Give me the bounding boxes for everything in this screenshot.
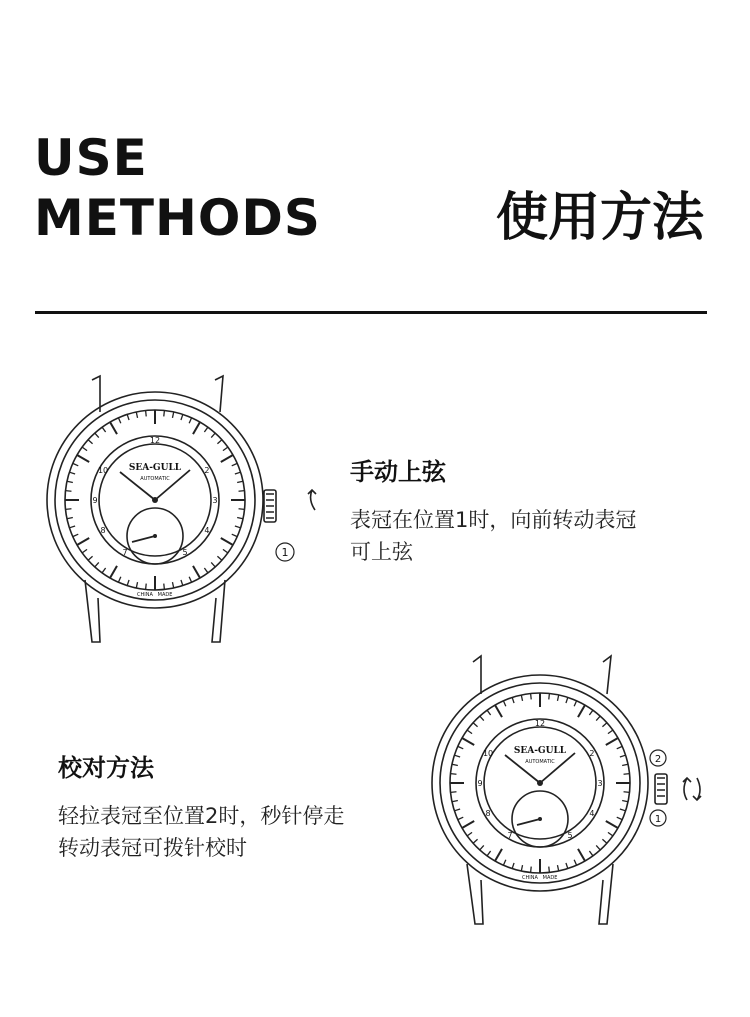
- hour-numeral: 4: [589, 809, 595, 818]
- dial-tick: [531, 693, 532, 699]
- dial-tick: [596, 716, 600, 720]
- hour-numeral: 12: [149, 436, 161, 445]
- country-text: CHINA: [522, 875, 538, 881]
- position-label-2: 2: [654, 754, 662, 765]
- rotate-arrow: [308, 490, 316, 510]
- dial-tick: [622, 764, 628, 765]
- dial-tick: [235, 472, 241, 474]
- dial-tick: [467, 832, 472, 836]
- dial-tick: [473, 839, 477, 843]
- dial-tick: [239, 509, 245, 510]
- brand-logo: SEA-GULL: [513, 746, 567, 756]
- dial-tick: [73, 534, 78, 536]
- lug-top-left: [92, 376, 100, 412]
- hour-numeral: 5: [182, 547, 188, 557]
- hour-numeral: 3: [597, 779, 603, 788]
- dial-tick: [181, 580, 183, 586]
- dial-tick: [77, 455, 89, 462]
- winding-body-line-1: 表冠在位置1时，向前转动表冠: [350, 508, 637, 532]
- page-title-cn: 使用方法: [495, 188, 704, 248]
- hour-numeral: 5: [567, 830, 573, 840]
- dial-tick: [164, 410, 165, 416]
- hour-numeral: 2: [589, 749, 595, 758]
- title-line-2: METHODS: [34, 189, 321, 247]
- setting-body-line-1: 轻拉表冠至位置2时，秒针停走: [58, 804, 345, 828]
- dial-tick: [223, 549, 228, 553]
- setting-body-line-2: 转动表冠可拨针校时: [58, 836, 247, 860]
- dial-tick: [462, 821, 474, 828]
- dial-tick: [480, 845, 484, 849]
- hour-numeral: 2: [204, 466, 210, 475]
- dial-tick: [181, 414, 183, 420]
- hour-numeral: 3: [212, 496, 218, 505]
- dial-tick: [462, 738, 474, 745]
- dial-tick: [172, 412, 173, 418]
- dial-tick: [452, 800, 458, 801]
- dial-tick: [118, 418, 120, 423]
- dial-tick: [549, 693, 550, 699]
- dial-tick: [127, 580, 129, 586]
- dial-tick: [620, 755, 626, 757]
- dial-tick: [578, 705, 585, 717]
- position-label-1: 1: [654, 814, 662, 825]
- dial-tick: [217, 440, 221, 444]
- dial-tick: [82, 549, 87, 553]
- dial-tick: [458, 817, 463, 819]
- dial-tick: [549, 867, 550, 873]
- hour-numeral: 9: [92, 496, 98, 505]
- dial-tick: [127, 414, 129, 420]
- winding-heading: 手动上弦: [350, 458, 446, 486]
- winding-section: [350, 456, 710, 568]
- dial-tick: [589, 851, 593, 856]
- hour-numeral: 8: [485, 809, 491, 818]
- made-text: MADE: [157, 592, 173, 598]
- dial-tick: [480, 716, 484, 720]
- dial-tick: [487, 851, 491, 856]
- hour-numeral: 10: [97, 466, 109, 475]
- subtitle-text: AUTOMATIC: [140, 476, 170, 482]
- dial-tick: [193, 422, 200, 434]
- dial-tick: [454, 755, 460, 757]
- page-title-en: [34, 128, 321, 248]
- seconds-hand: [517, 819, 540, 825]
- dial-tick: [503, 860, 505, 865]
- dial-tick: [237, 481, 243, 482]
- dial-tick: [67, 517, 73, 518]
- hour-numeral: 8: [100, 526, 106, 535]
- dial-tick: [450, 774, 456, 775]
- watch-illustration-winding: [40, 370, 290, 650]
- dial-tick: [189, 577, 191, 582]
- lug-top-right: [215, 376, 223, 412]
- rotate-arrow-cw: [693, 778, 701, 800]
- dial-tick: [204, 427, 208, 432]
- dial-tick: [69, 472, 75, 474]
- dial-tick: [204, 568, 208, 573]
- dial-tick: [473, 723, 477, 727]
- minute-hand: [155, 470, 190, 500]
- hour-numeral: 7: [122, 547, 128, 557]
- dial-tick: [110, 422, 117, 434]
- dial-tick: [512, 697, 514, 703]
- lug-top-right: [603, 656, 611, 694]
- dial-tick: [136, 412, 137, 418]
- lug-bottom-right: [212, 580, 225, 642]
- dial-tick: [88, 440, 92, 444]
- dial-tick: [487, 710, 491, 715]
- lug-bottom-left: [85, 580, 100, 642]
- dial-tick: [458, 746, 463, 748]
- dial-tick: [531, 867, 532, 873]
- hour-numeral: 9: [477, 779, 483, 788]
- hour-numeral: 12: [534, 719, 546, 728]
- dial-tick: [620, 809, 626, 811]
- dial-tick: [495, 705, 502, 717]
- hour-numeral: 7: [507, 830, 513, 840]
- dial-tick: [164, 584, 165, 590]
- dial-tick: [69, 526, 75, 528]
- dial-tick: [624, 792, 630, 793]
- position-label-1: 1: [281, 546, 289, 559]
- dial-tick: [521, 695, 522, 701]
- dial-tick: [495, 849, 502, 861]
- dial-tick: [77, 538, 89, 545]
- dial-tick: [503, 701, 505, 706]
- minute-hand: [540, 753, 575, 783]
- dial-tick: [617, 746, 622, 748]
- dial-tick: [65, 491, 71, 492]
- dial-tick: [232, 534, 237, 536]
- dial-tick: [95, 562, 99, 566]
- dial-tick: [211, 562, 215, 566]
- dial-tick: [189, 418, 191, 423]
- dial-tick: [606, 821, 618, 828]
- dial-tick: [454, 809, 460, 811]
- dial-tick: [237, 517, 243, 518]
- dial-tick: [221, 455, 233, 462]
- dial-tick: [602, 839, 606, 843]
- dial-tick: [211, 433, 215, 437]
- winding-body-line-2: 可上弦: [350, 540, 413, 564]
- dial-tick: [606, 738, 618, 745]
- dial-tick: [172, 582, 173, 588]
- dial-tick: [512, 863, 514, 869]
- dial-tick: [95, 433, 99, 437]
- hour-numeral: 10: [482, 749, 494, 758]
- setting-section: [58, 752, 418, 864]
- dial-tick: [602, 723, 606, 727]
- dial-tick: [622, 800, 628, 801]
- dial-tick: [574, 701, 576, 706]
- dial-tick: [596, 845, 600, 849]
- dial-tick: [217, 556, 221, 560]
- dial-tick: [566, 697, 568, 703]
- dial-tick: [574, 860, 576, 865]
- dial-tick: [67, 481, 73, 482]
- dial-tick: [232, 463, 237, 465]
- title-line-1: USE: [34, 129, 148, 187]
- setting-body: [58, 800, 418, 864]
- winding-body: [350, 504, 710, 568]
- dial-tick: [73, 463, 78, 465]
- dial-tick: [617, 817, 622, 819]
- rotate-arrow-ccw: [683, 778, 691, 800]
- dial-tick: [65, 509, 71, 510]
- dial-tick: [223, 447, 228, 451]
- dial-tick: [118, 577, 120, 582]
- dial-tick: [88, 556, 92, 560]
- header-divider: [35, 311, 707, 314]
- dial-tick: [589, 710, 593, 715]
- dial-tick: [146, 584, 147, 590]
- dial-tick: [557, 695, 558, 701]
- lug-top-left: [473, 656, 481, 694]
- country-text: CHINA: [137, 592, 153, 598]
- brand-logo: SEA-GULL: [128, 463, 182, 473]
- hour-numeral: 4: [204, 526, 210, 535]
- setting-heading: 校对方法: [58, 754, 154, 782]
- seconds-hand: [132, 536, 155, 542]
- subtitle-text: AUTOMATIC: [525, 759, 555, 765]
- dial-tick: [578, 849, 585, 861]
- dial-tick: [146, 410, 147, 416]
- dial-tick: [624, 774, 630, 775]
- dial-tick: [450, 792, 456, 793]
- dial-tick: [102, 427, 106, 432]
- dial-tick: [608, 730, 613, 734]
- dial-tick: [136, 582, 137, 588]
- dial-tick: [235, 526, 241, 528]
- dial-tick: [221, 538, 233, 545]
- dial-tick: [110, 566, 117, 578]
- dial-tick: [239, 491, 245, 492]
- watch-illustration-setting: [425, 650, 705, 930]
- dial-tick: [193, 566, 200, 578]
- made-text: MADE: [542, 875, 558, 881]
- dial-tick: [557, 865, 558, 871]
- dial-tick: [608, 832, 613, 836]
- dial-tick: [467, 730, 472, 734]
- dial-tick: [102, 568, 106, 573]
- dial-tick: [566, 863, 568, 869]
- dial-tick: [82, 447, 87, 451]
- dial-tick: [521, 865, 522, 871]
- dial-tick: [452, 764, 458, 765]
